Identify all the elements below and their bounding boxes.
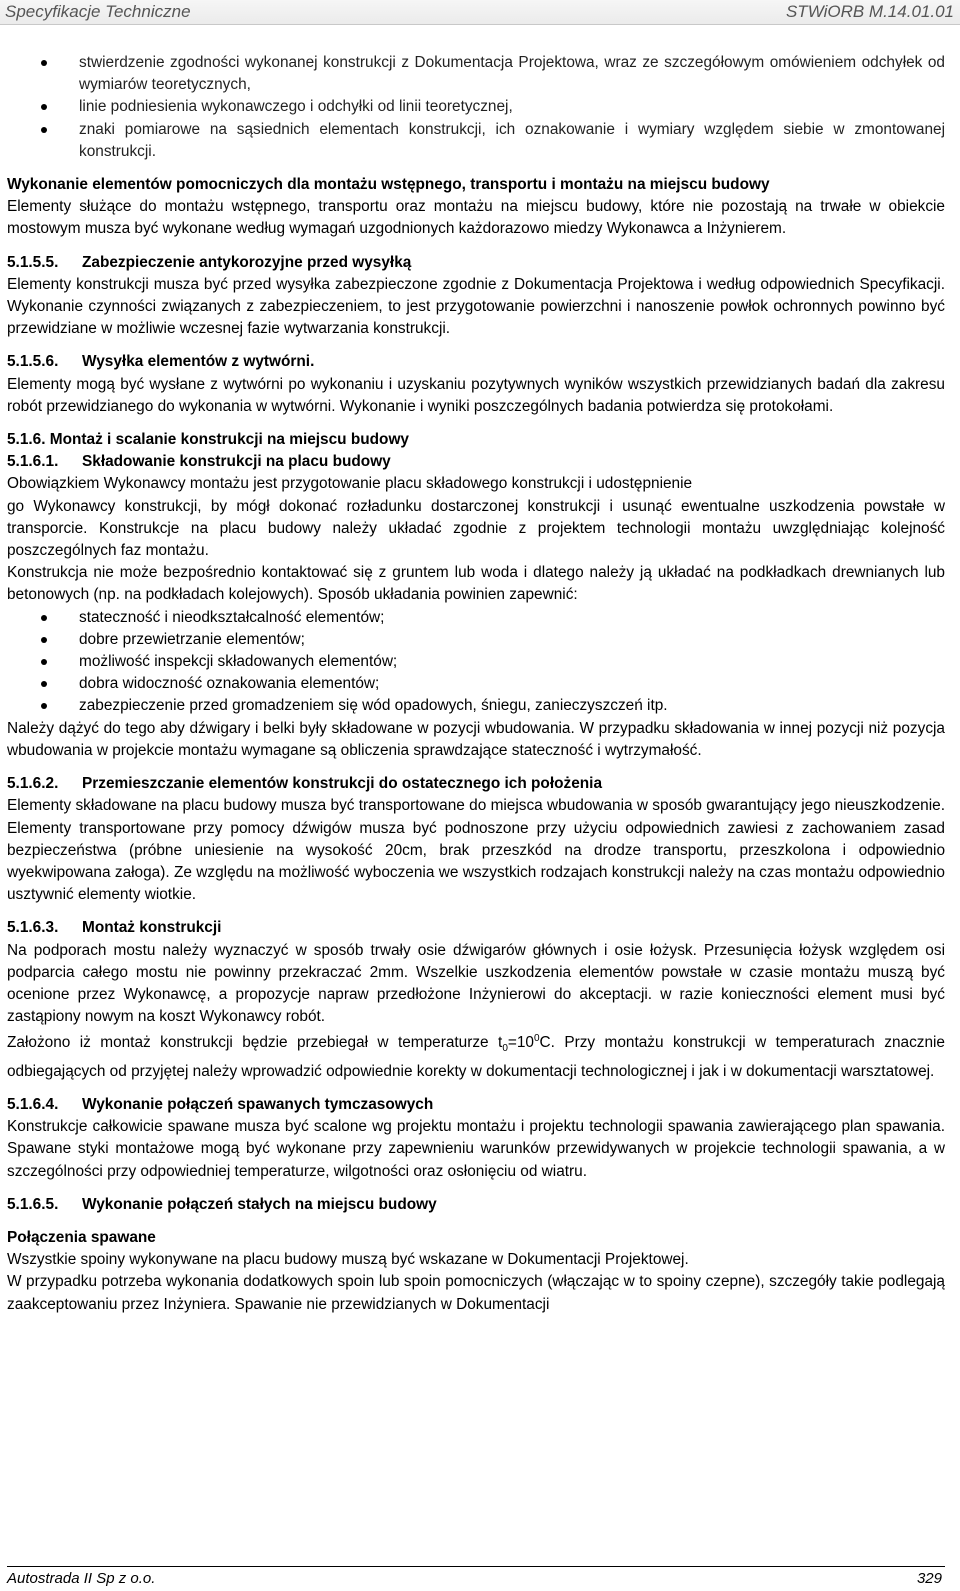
- storage-requirements-list: [7, 607, 945, 718]
- section-number: 5.1.6.5.: [7, 1195, 59, 1213]
- header-document-code: STWiORB M.14.01.01: [785, 2, 954, 21]
- section-heading-5-1-6: 5.1.6. Montaż i scalanie konstrukcji na miejscu budowy: [7, 431, 409, 449]
- footer-company: Autostrada II Sp z o.o.: [7, 1570, 156, 1587]
- section-heading-5-1-6-3: [7, 917, 945, 939]
- paragraph: Elementy składowane na placu budowy musza być transportowane do miejsca wbudowania w sposób gwarantujący jego nieuszkodzenie. Elementy transportowane przy pomocy dźwigów musza być podnoszone przy użyciu odpowiednich zawiesi z zachowaniem zasad bezpieczeństwa (próbne uniesienie na wysokość 20cm, brak przeszkód na drodze transportu, przeszkolona i odpowiednio wyekwipowana załoga). Ze względu na możliwość wyboczenia we wszystkich rodzajach konstrukcji należy na czas montażu odpowiednio usztywnić elementy wiotkie.: [7, 797, 945, 904]
- paragraph: Elementy mogą być wysłane z wytwórni po wykonaniu i uzyskaniu pozytywnych wyników wszystkich przewidzianych badań dla zakresu robót przewidzianego do wykonania w wytwórni. Wykonanie i wyniki poszczególnych badania potwierdza się protokołami.: [7, 375, 945, 415]
- section-heading-5-1-5-5: [7, 252, 945, 274]
- section-number: 5.1.5.6.: [7, 353, 59, 371]
- section-number: 5.1.6.1.: [7, 453, 59, 471]
- section-number: 5.1.6.2.: [7, 775, 59, 793]
- section-heading-5-1-6-2: [7, 773, 945, 795]
- section-title: Wykonanie połączeń stałych na miejscu budowy: [82, 1195, 437, 1213]
- paragraph: Na podporach mostu należy wyznaczyć w sposób trwały osie dźwigarów głównych i osie łożysk. Przesunięcia łożysk względem osi podparcia całego mostu nie powinny przekraczać 2mm. Wszelkie uszkodzenia elementów powstałe w czasie montażu muszą być ocenione przez Wykonawcę, a propozycje napraw przedłożone Inżynierowi do akceptacji. w razie konieczności element musi być zastąpiony nowym na koszt Wykonawcy robót.: [7, 941, 945, 1026]
- paragraph: Należy dążyć do tego aby dźwigary i belki były składowane w pozycji wbudowania. W przypadku składowania w innej pozycji niż pozycja wbudowania w projekcie montażu wymagane są obliczenia sprawdzające stateczność i wytrzymałość.: [7, 719, 945, 759]
- aux-elements-text: Elementy służące do montażu wstępnego, transportu oraz montażu na miejscu budowy, które nie pozostają na trwałe w obiekcie mostowym musza być wykonane według wymagań uzgodnionych każdorazowo miedzy Wykonawca a Inżynierem.: [7, 198, 945, 238]
- section-heading-5-1-6-5: [7, 1194, 945, 1216]
- list-item: stwierdzenie zgodności wykonanej konstrukcji z Dokumentacja Projektowa, wraz ze szczegółowym omówieniem odchyłek od wymiarów teoretycznych,: [7, 52, 945, 96]
- section-number: 5.1.6.4.: [7, 1095, 59, 1113]
- section-heading-5-1-6-1: [7, 451, 945, 473]
- list-item: możliwość inspekcji składowanych elementów;: [7, 651, 945, 673]
- paragraph-temperature: [7, 1028, 945, 1083]
- section-title: Przemieszczanie elementów konstrukcji do ostatecznego ich położenia: [82, 775, 602, 793]
- list-item: dobra widoczność oznakowania elementów;: [7, 673, 945, 695]
- section-number: 5.1.6.3.: [7, 919, 59, 937]
- text-run: Założono iż montaż konstrukcji będzie przebiegał w temperaturze t: [7, 1034, 503, 1052]
- section-title: Wykonanie połączeń spawanych tymczasowych: [82, 1095, 434, 1113]
- document-body: [7, 52, 945, 1316]
- list-item: zabezpieczenie przed gromadzeniem się wód opadowych, śniegu, zanieczyszczeń itp.: [7, 695, 945, 717]
- subscript: 0: [502, 1043, 508, 1055]
- paragraph: Konstrukcje całkowicie spawane musza być scalone wg projektu montażu i projektu technologii spawania zawierającego plan spawania. Spawane styki montażowe mogą być wykonane przy zapewnieniu warunków przewidywanych w projekcie technologii spawania, a w szczególności przy odpowiedniej temperaturze, wilgotności oraz osłonięciu od wiatru.: [7, 1118, 945, 1180]
- page-footer: [0, 1567, 960, 1591]
- section-title: Zabezpieczenie antykorozyjne przed wysyłką: [82, 253, 412, 271]
- intro-bullet-list: [7, 52, 945, 163]
- section-heading-5-1-5-6: [7, 351, 945, 373]
- section-heading-5-1-6-4: [7, 1094, 945, 1116]
- paragraph: Elementy konstrukcji musza być przed wysyłka zabezpieczone zgodnie z Dokumentacja Projektowa i według odpowiednich Specyfikacji. Wykonanie czynności związanych z zabezpieczeniem, to jest przygotowanie powierzchni i nanoszenie powłok ochronnych powinno być przewidziane w możliwie wczesnej fazie wytwarzania konstrukcji.: [7, 275, 945, 338]
- section-title: Wysyłka elementów z wytwórni.: [82, 353, 315, 371]
- header-document-type: Specyfikacje Techniczne: [5, 2, 191, 21]
- paragraph: W przypadku potrzeba wykonania dodatkowych spoin lub spoin pomocniczych (włączając w to spoiny czepne), szczegóły takie podlegają zaakceptowaniu przez Inżyniera. Spawanie nie przewidzianych w Dokumentacji: [7, 1273, 945, 1313]
- list-item: dobre przewietrzanie elementów;: [7, 629, 945, 651]
- section-title: Montaż konstrukcji: [82, 919, 222, 937]
- paragraph: Obowiązkiem Wykonawcy montażu jest przygotowanie placu składowego konstrukcji i udostępnienie: [7, 475, 693, 493]
- list-item: znaki pomiarowe na sąsiednich elementach konstrukcji, ich oznakowanie i wymiary względem siebie w zmontowanej konstrukcji.: [7, 119, 945, 163]
- list-item: stateczność i nieodkształcalność elementów;: [7, 607, 945, 629]
- superscript: 0: [533, 1033, 540, 1045]
- aux-elements-heading: Wykonanie elementów pomocniczych dla montażu wstępnego, transportu i montażu na miejscu budowy: [7, 176, 770, 194]
- paragraph: go Wykonawcy konstrukcji, by mógł dokonać rozładunku dostarczonej konstrukcji i usunąć ewentualne uszkodzenia powstałe w transporcie. Konstrukcje na placu budowy należy układać zgodnie z projektem technologii montażu uwzględniając kolejność poszczególnych faz montażu.: [7, 497, 945, 560]
- page-header: [0, 0, 960, 25]
- page-number: 329: [916, 1570, 942, 1587]
- paragraph: Wszystkie spoiny wykonywane na placu budowy muszą być wskazane w Dokumentacji Projektowej.: [7, 1251, 689, 1269]
- text-run: =10: [507, 1034, 534, 1052]
- welds-heading: Połączenia spawane: [7, 1228, 156, 1246]
- list-item: linie podniesienia wykonawczego i odchyłki od linii teoretycznej,: [7, 96, 945, 118]
- paragraph: Konstrukcja nie może bezpośrednio kontaktować się z gruntem lub woda i dlatego należy ją układać na podkładkach drewnianych lub betonowych (np. na podkładach kolejowych). Sposób układania powinien zapewnić:: [7, 564, 945, 604]
- section-title: Składowanie konstrukcji na placu budowy: [82, 453, 391, 471]
- text-run: C. Przy montażu konstrukcji w temperaturach znacznie odbiegających od przyjętej należy wprowadzić odpowiednie korekty w dokumentacji technologicznej i jak i w dokumentacji warsztatowej.: [7, 1034, 945, 1080]
- section-number: 5.1.5.5.: [7, 253, 59, 271]
